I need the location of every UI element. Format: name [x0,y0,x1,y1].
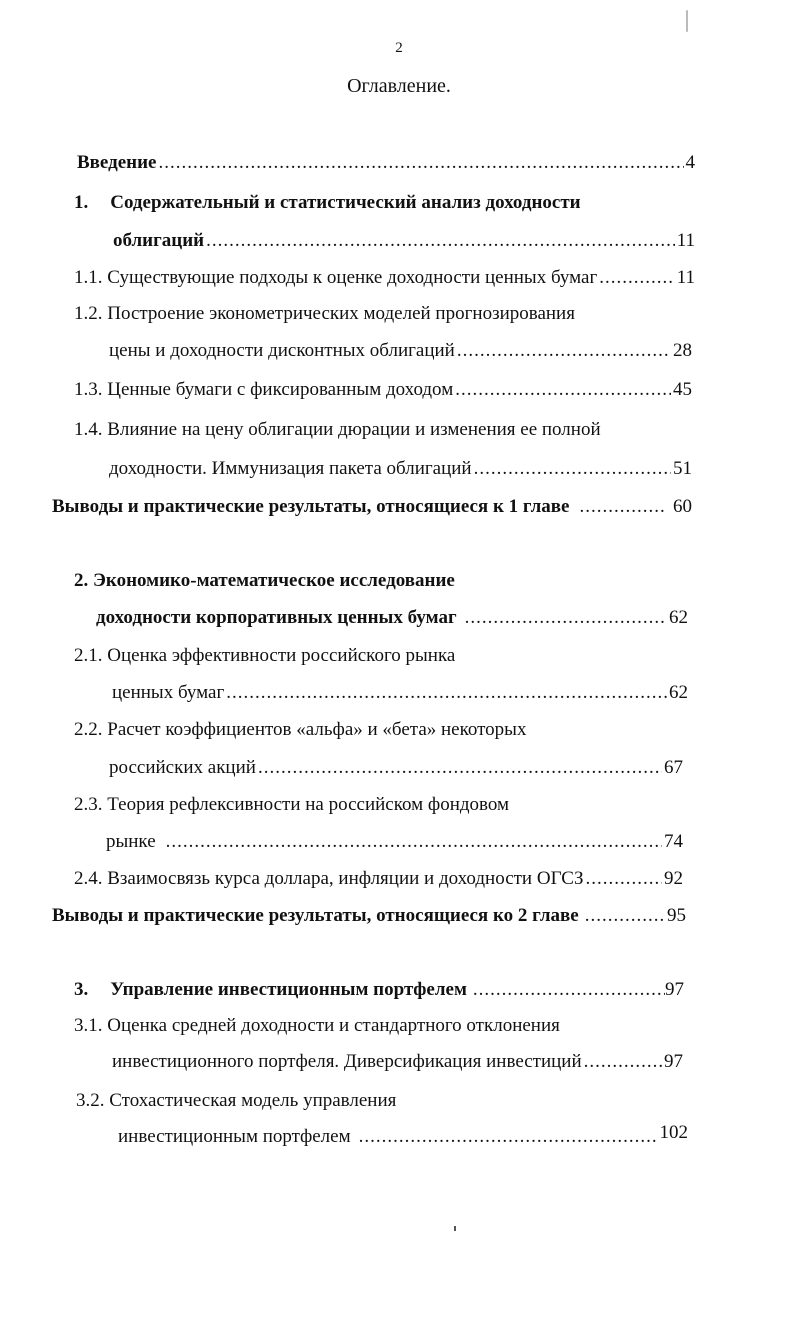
toc-chapter-2-cont[interactable] [96,605,688,631]
toc-chapter-2[interactable] [74,568,455,594]
toc-chapter-3[interactable] [74,977,684,1003]
section-title: 3.2. Стохастическая модель управления [76,1090,397,1111]
toc-page-number: 28 [673,340,692,361]
dot-leader [159,150,684,176]
toc-page-number: 97 [664,1051,683,1072]
toc-chapter-1[interactable] [74,190,581,216]
page-number: 2 [395,40,403,56]
toc-section-1-1[interactable] [74,265,695,291]
dot-leader [359,1124,658,1150]
toc-page-number: 92 [664,868,683,889]
chapter-title: 2. Экономико-математическое исследование [74,570,455,591]
toc-section-1-4-cont[interactable] [109,456,692,482]
toc-entry-intro[interactable] [77,150,695,176]
toc-page-number: 67 [664,757,683,778]
dot-leader [455,377,671,403]
chapter-title-cont: доходности корпоративных ценных бумаг [96,607,457,628]
section-title: 3.1. Оценка средней доходности и стандартного отклонения [74,1015,560,1036]
scan-mark-top [686,10,688,32]
conclusions-title: Выводы и практические результаты, относящиеся к 1 главе [52,496,570,517]
toc-section-3-2[interactable] [76,1088,396,1114]
section-title-cont: ценных бумаг [112,682,225,703]
chapter-title: Содержательный и статистический анализ доходности [110,192,581,213]
section-title-cont: российских акций [109,757,256,778]
toc-chapter-1-cont[interactable] [113,228,695,254]
toc-conclusions-2[interactable] [52,903,686,929]
dot-leader [585,903,665,929]
chapter-title-cont: облигаций [113,230,205,251]
conclusions-title: Выводы и практические результаты, относящиеся ко 2 главе [52,905,579,926]
section-title-cont: цены и доходности дисконтных облигаций [109,340,455,361]
dot-leader [206,228,675,254]
dot-leader [226,680,667,706]
toc-section-1-2[interactable] [74,301,575,327]
toc-section-2-4[interactable] [74,866,683,892]
toc-section-2-3-cont[interactable] [106,829,683,855]
toc-section-1-2-cont[interactable] [109,338,692,364]
toc-section-3-2-cont[interactable] [118,1124,688,1150]
toc-section-1-3[interactable] [74,377,692,403]
dot-leader [586,866,663,892]
section-title: 2.4. Взаимосвязь курса доллара, инфляции и доходности ОГСЗ [74,868,584,889]
toc-page-number: 102 [659,1122,688,1143]
dot-leader [473,977,665,1003]
section-title-cont: инвестиционным портфелем [118,1126,351,1147]
toc-section-2-3[interactable] [74,792,509,818]
chapter-number: 3. [74,979,89,1000]
toc-page-number: 51 [673,458,692,479]
dot-leader [584,1049,662,1075]
page-title: Оглавление. [347,75,451,97]
section-title-cont: рынке [106,831,156,852]
toc-page-number: 95 [667,905,686,926]
toc-page-number: 11 [676,230,695,251]
toc-section-2-1[interactable] [74,643,455,669]
toc-page-number: 62 [669,607,688,628]
section-title: 1.4. Влияние на цену облигации дюрации и изменения ее полной [74,419,601,440]
dot-leader [474,456,671,482]
section-title: 2.2. Расчет коэффициентов «альфа» и «бета» некоторых [74,719,527,740]
toc-section-3-1-cont[interactable] [112,1049,683,1075]
section-title-cont: доходности. Иммунизация пакета облигаций [109,458,472,479]
section-title: 2.3. Теория рефлексивности на российском фондовом [74,794,510,815]
toc-section-2-2[interactable] [74,717,526,743]
dot-leader [258,755,662,781]
section-title-cont: инвестиционного портфеля. Диверсификация инвестиций [112,1051,582,1072]
chapter-number: 1. [74,192,89,213]
toc-page-number: 11 [676,267,695,288]
dot-leader [457,338,671,364]
dot-leader [599,265,674,291]
section-title: 1.1. Существующие подходы к оценке доходности ценных бумаг [74,267,598,288]
section-title: 2.1. Оценка эффективности российского рынка [74,645,456,666]
dot-leader [166,829,662,855]
section-title: 1.3. Ценные бумаги с фиксированным доходом [74,379,454,400]
toc-page-number: 62 [669,682,688,703]
toc-page-number: 60 [673,496,692,517]
toc-page-number: 45 [673,379,692,400]
toc-section-2-2-cont[interactable] [109,755,683,781]
toc-entry-label: Введение [77,152,157,173]
toc-page-number: 97 [665,979,684,1000]
toc-page-number: 4 [685,152,695,173]
toc-conclusions-1[interactable] [52,494,692,520]
toc-section-3-1[interactable] [74,1013,560,1039]
chapter-title: Управление инвестиционным портфелем [110,979,467,1000]
scan-mark-bottom [454,1226,456,1231]
dot-leader [465,605,667,631]
dot-leader [579,494,665,520]
section-title: 1.2. Построение эконометрических моделей прогнозирования [74,303,575,324]
toc-section-1-4[interactable] [74,417,601,443]
toc-section-2-1-cont[interactable] [112,680,688,706]
toc-page-number: 74 [664,831,683,852]
